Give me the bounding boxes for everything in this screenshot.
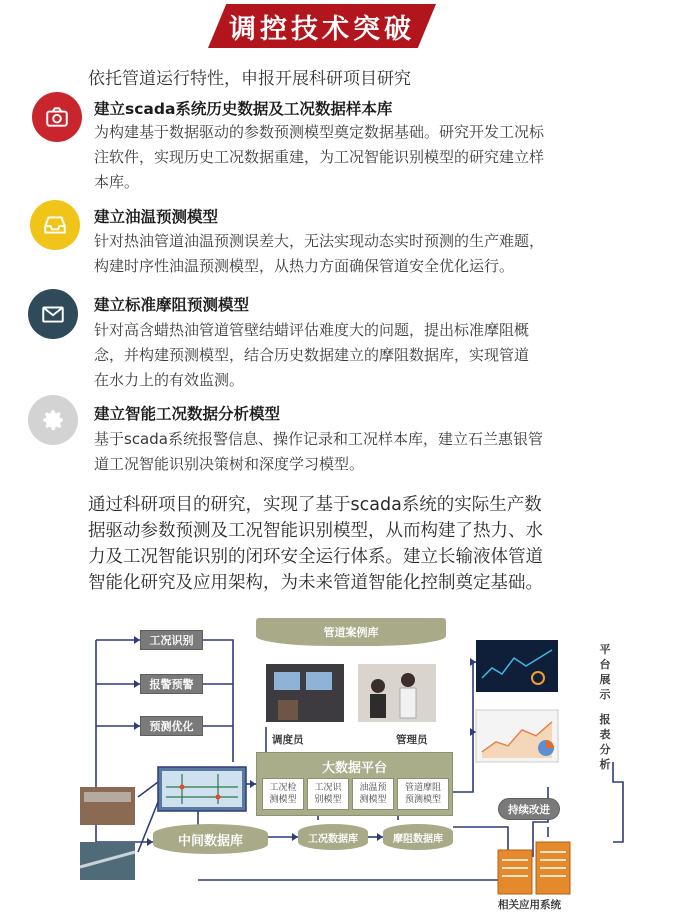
item-desc-friction: [94, 318, 660, 393]
item-title-scada: 建立scada系统历史数据及工况数据样本库: [94, 100, 393, 118]
module-line: 工况检: [269, 783, 297, 793]
desc-line: 念，并构建预测模型，结合历史数据建立的摩阻数据库，实现管道: [94, 346, 530, 364]
box-alarm-warning: 报警预警: [140, 674, 203, 694]
camera-icon: [32, 92, 82, 142]
desc-line: 注软件，实现历史工况数据重建，为工况智能识别模型的研究建立样: [94, 148, 545, 166]
module-oil-temp-prediction: [352, 778, 394, 810]
item-desc-smart-analysis: [94, 427, 660, 477]
module-line: 测模型: [269, 795, 297, 805]
module-friction-prediction: [397, 778, 449, 810]
condition-database: 工况数据库: [298, 824, 368, 850]
report-analysis-label: 报表分析: [599, 713, 611, 771]
module-condition-detection: [262, 778, 304, 810]
case-library: 管道案例库: [256, 618, 446, 646]
module-line: 预测模型: [404, 795, 441, 805]
gear-icon: [28, 395, 78, 445]
tray-icon: [30, 200, 80, 250]
item-title-smart-analysis: 建立智能工况数据分析模型: [94, 405, 281, 423]
box-condition-recognition: 工况识别: [140, 630, 203, 650]
summary-line: 力及工况智能识别的闭环安全运行体系。建立长输液体管道: [88, 547, 543, 567]
module-line: 工况识: [314, 783, 342, 793]
middle-database: 中间数据库: [153, 824, 268, 854]
desc-line: 针对热油管道油温预测误差大，无法实现动态实时预测的生产难题，: [94, 232, 545, 250]
dispatcher-label: 调度员: [272, 734, 304, 746]
title-banner: [208, 4, 436, 48]
page-title: 调控技术突破: [229, 13, 415, 45]
box-prediction-optimization: 预测优化: [140, 716, 203, 736]
desc-line: 本库。: [94, 173, 140, 191]
continuous-improvement: 持续改进: [498, 798, 560, 820]
desc-line: 针对高含蜡热油管道管壁结蜡评估难度大的问题，提出标准摩阻概: [94, 321, 530, 339]
manager-label: 管理员: [396, 734, 428, 746]
desc-line: 构建时序性油温预测模型，从热力方面确保管道安全优化运行。: [94, 257, 515, 275]
module-line: 管道摩阻: [404, 783, 441, 793]
module-line: 油温预: [359, 783, 387, 793]
desc-line: 在水力上的有效监测。: [94, 371, 245, 389]
item-desc-oil-temp: [94, 229, 660, 279]
architecture-diagram: [78, 612, 638, 910]
envelope-icon: [28, 289, 78, 339]
summary-paragraph: [88, 492, 654, 596]
intro-text: 依托管道运行特性，申报开展科研项目研究: [88, 69, 411, 89]
module-line: 别模型: [314, 795, 342, 805]
module-condition-recognition: [307, 778, 349, 810]
desc-line: 为构建基于数据驱动的参数预测模型奠定数据基础。研究开发工况标: [94, 123, 545, 141]
summary-line: 通过科研项目的研究，实现了基于scada系统的实际生产数: [88, 495, 542, 515]
item-title-friction: 建立标准摩阻预测模型: [94, 296, 250, 314]
related-systems-label: 相关应用系统: [498, 899, 561, 911]
summary-line: 据驱动参数预测及工况智能识别模型，从而构建了热力、水: [88, 521, 543, 541]
item-desc-scada: [94, 120, 660, 195]
friction-database: 摩阻数据库: [383, 824, 453, 850]
item-title-oil-temp: 建立油温预测模型: [94, 208, 219, 226]
platform-display-label: 平台展示: [599, 643, 611, 701]
desc-line: 道工况智能识别决策树和深度学习模型。: [94, 455, 365, 473]
module-line: 测模型: [359, 795, 387, 805]
desc-line: 基于scada系统报警信息、操作记录和工况样本库，建立石兰惠银管: [94, 430, 543, 448]
platform-title: 大数据平台: [321, 761, 387, 776]
summary-line: 智能化研究及应用架构，为未来管道智能化控制奠定基础。: [88, 573, 543, 593]
